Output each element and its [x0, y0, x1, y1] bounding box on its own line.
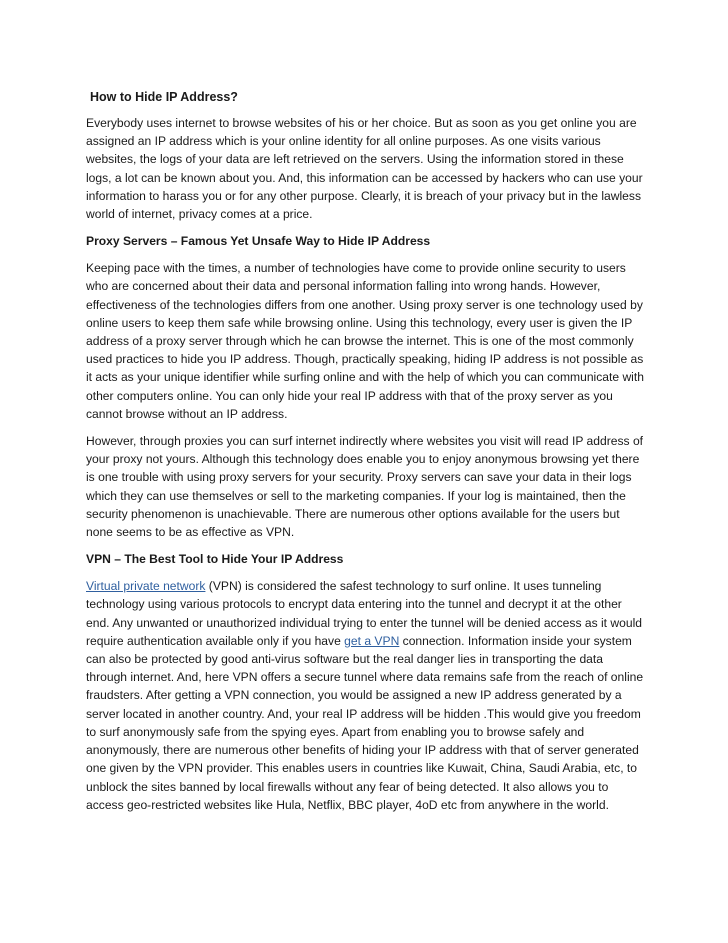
- virtual-private-network-link[interactable]: Virtual private network: [86, 579, 206, 594]
- proxy-paragraph-2: However, through proxies you can surf internet indirectly where websites you visit will read IP address of your proxy not yours. Although this technology does enable you to enjoy anonymous browsing yet there is one trouble with using proxy servers for your security. Proxy servers can save your data in their logs which they can use themselves or sell to the marketing companies. If your log is maintained, then the security phenomenon is unachievable. There are numerous other options available for the users but none seems to be as effective as VPN.: [86, 434, 644, 540]
- section-heading-proxy: Proxy Servers – Famous Yet Unsafe Way to Hide IP Address: [86, 234, 431, 249]
- section-heading-vpn: VPN – The Best Tool to Hide Your IP Address: [86, 552, 344, 567]
- proxy-paragraph-1: Keeping pace with the times, a number of technologies have come to provide online security to users who are concerned about their data and personal information falling into wrong hands. However, effectiveness of the technologies differs from one another. Using proxy server is one technology used by online users to keep them safe while browsing online. Using this technology, every user is given the IP address of a proxy server through which he can browse the internet. This is one of the most commonly used practices to hide you IP address. Though, practically speaking, hiding IP address is not possible as it acts as your unique identifier while surfing online and with the help of which you can communicate with other computers online. You can only hide your real IP address with that of the proxy server as you cannot browse without an IP address.: [86, 261, 644, 421]
- get-a-vpn-link[interactable]: get a VPN: [344, 633, 400, 648]
- document-title: How to Hide IP Address?: [90, 90, 238, 104]
- vpn-text-part-1: (VPN) is considered the safest technology to surf online. It uses tunneling technology using various protocols to encrypt data entering into the tunnel and decrypt it at the other end. Any unwanted or unauthorized individual trying to enter the tunnel will be denied access as it would require authentication available only if you have: [86, 579, 642, 648]
- document-body: [86, 88, 646, 823]
- intro-paragraph: Everybody uses internet to browse websites of his or her choice. But as soon as you get online you are assigned an IP address which is your online identity for all online purposes. As one visits various websites, the logs of your data are left retrieved on the servers. Using the information stored in these logs, a lot can be known about you. And, this information can be accessed by hackers who can use your information to harass you or for any other purpose. Clearly, it is breach of your privacy but in the lawless world of internet, privacy comes at a price.: [86, 116, 643, 222]
- vpn-text-part-2: connection. Information inside your system can also be protected by good anti-virus software but the real danger lies in transporting the data through internet. And, here VPN offers a secure tunnel where data remains safe from the reach of online fraudsters. After getting a VPN connection, you would be assigned a new IP address generated by a server located in another country. And, your real IP address will be hidden .This would give you freedom to surf anonymously safe from the spying eyes. Apart from enabling you to browse safely and anonymously, there are numerous other benefits of hiding your IP address with that of server generated one given by the VPN provider. This enables users in countries like Kuwait, China, Saudi Arabia, etc, to unblock the sites banned by local firewalls without any fear of being detected. It also allows you to access geo-restricted websites like Hula, Netflix, BBC player, 4oD etc from anywhere in the world.: [86, 633, 644, 812]
- vpn-paragraph: [86, 577, 646, 814]
